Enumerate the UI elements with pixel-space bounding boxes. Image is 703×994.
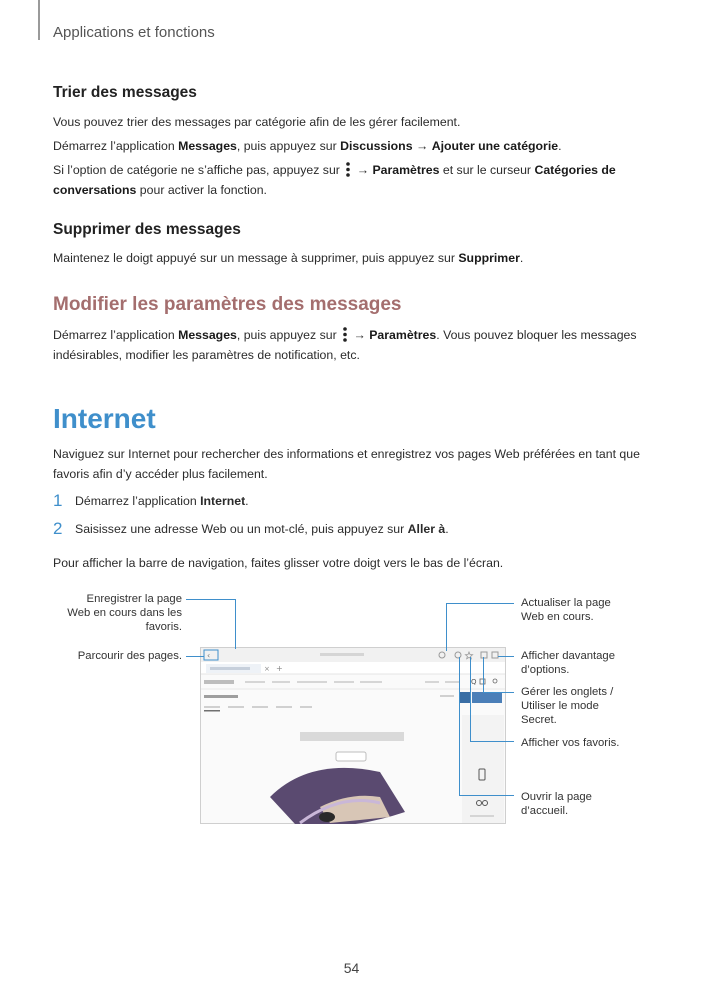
- callout-line-refresh-v: [446, 603, 447, 651]
- delete-messages-p1: Maintenez le doigt appuyé sur un message à supprimer, puis appuyez sur Supprimer.: [53, 251, 524, 265]
- callout-line-favorites-v: [470, 657, 471, 741]
- callout-line-home-v: [459, 657, 460, 795]
- more-options-icon: [342, 327, 348, 342]
- sort-messages-p3: Si l’option de catégorie ne s’affiche pas, appuyez sur → Paramètres et sur le curseur Catégories de conversations pour activer la fonction.: [53, 163, 616, 197]
- callout-line-more: [498, 656, 514, 657]
- sort-messages-p2: Démarrez l’application Messages, puis appuyez sur Discussions → Ajouter une catégorie.: [53, 139, 562, 153]
- step-number-1: 1: [53, 491, 63, 510]
- message-settings-p1b: indésirables, modifier les paramètres de notification, etc.: [53, 348, 360, 362]
- callout-browse-pages: Parcourir des pages.: [77, 650, 182, 662]
- page-number: 54: [343, 960, 360, 976]
- browser-screenshot-illustration: [200, 647, 506, 824]
- internet-title: Internet: [53, 403, 156, 434]
- step-text-1: Démarrez l’application Internet.: [75, 494, 249, 508]
- internet-intro-2: favoris afin d’y accéder plus facilement.: [53, 467, 268, 481]
- svg-text:‹: ‹: [207, 651, 211, 660]
- svg-text:Q: Q: [471, 678, 477, 686]
- delete-messages-title: Supprimer des messages: [53, 221, 241, 238]
- callout-line-browse: [186, 656, 204, 657]
- sort-messages-title: Trier des messages: [53, 84, 197, 101]
- internet-intro-1: Naviguez sur Internet pour rechercher des informations et enregistrez vos pages Web préférées en tant que: [53, 447, 640, 461]
- more-options-icon: [345, 162, 351, 177]
- svg-text:+: +: [276, 664, 283, 673]
- step-number-2: 2: [53, 519, 63, 538]
- callout-refresh: Actualiser la page Web en cours.: [521, 597, 611, 623]
- header-rule: [38, 0, 40, 40]
- callout-line-bookmark-v: [235, 599, 236, 649]
- message-settings-title: Modifier les paramètres des messages: [53, 294, 402, 315]
- callout-more-options: Afficher davantage d’options.: [521, 650, 615, 676]
- sort-messages-p1: Vous pouvez trier des messages par catégorie afin de les gérer facilement.: [53, 115, 461, 129]
- callout-line-tabs: [483, 692, 514, 693]
- callout-favorites: Afficher vos favoris.: [521, 737, 620, 749]
- callout-line-home: [459, 795, 514, 796]
- callout-line-bookmark: [186, 599, 236, 600]
- svg-text:×: ×: [264, 665, 270, 673]
- message-settings-p1a: Démarrez l’application Messages, puis appuyez sur → Paramètres. Vous pouvez bloquer les messages: [53, 328, 637, 342]
- callout-home: Ouvrir la page d’accueil.: [521, 791, 592, 817]
- callout-tabs: Gérer les onglets / Utiliser le mode Secret.: [521, 686, 614, 726]
- nav-bar-hint: Pour afficher la barre de navigation, faites glisser votre doigt vers le bas de l’écran.: [53, 556, 504, 570]
- section-header: Applications et fonctions: [53, 24, 215, 41]
- callout-line-tabs-v: [483, 657, 484, 692]
- callout-bookmark-page: Enregistrer la page Web en cours dans les favoris.: [67, 593, 182, 633]
- step-text-2: Saisissez une adresse Web ou un mot-clé, puis appuyez sur Aller à.: [75, 522, 449, 536]
- callout-line-favorites: [470, 741, 514, 742]
- callout-line-refresh: [446, 603, 514, 604]
